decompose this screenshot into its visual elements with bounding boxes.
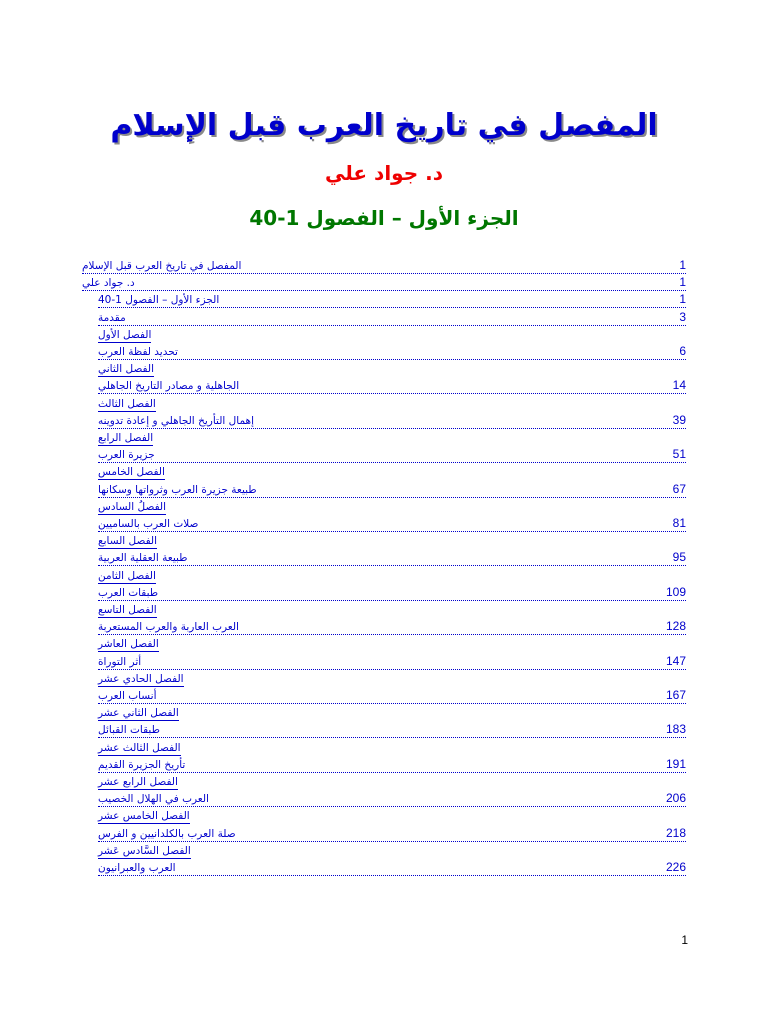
toc-chapter-heading-text: الفصلُ السادس xyxy=(98,500,166,513)
toc-entry-link[interactable] xyxy=(82,273,686,291)
toc-chapter-heading-text: الفصل الثامن xyxy=(98,569,156,582)
toc-chapter-heading[interactable] xyxy=(98,738,181,756)
toc-chapter-heading[interactable] xyxy=(98,806,190,824)
toc-chapter-heading-text: الفصل السابع xyxy=(98,535,158,548)
toc-entry-page-number: 109 xyxy=(665,584,686,599)
toc-chapter-heading-text: الفصل الخامس عشر xyxy=(98,810,190,823)
toc-entry-link[interactable] xyxy=(98,480,686,498)
toc-entry-text: مقدمة xyxy=(98,311,126,324)
toc-entry-link[interactable] xyxy=(98,308,686,326)
toc-chapter-heading[interactable] xyxy=(98,462,165,480)
toc-entry-text: الجاهلية و مصادر التاريخ الجاهلي xyxy=(98,380,240,393)
toc-entry-text: تحديد لفظة العرب xyxy=(98,346,178,358)
toc-entry-text: طبيعة جزيرة العرب وثرواتها وسكانها xyxy=(98,483,257,496)
toc-entry-page-number: 81 xyxy=(672,516,686,530)
toc-entry-page-number: 167 xyxy=(665,688,686,702)
toc-entry-text: صلات العرب بالساميين xyxy=(98,518,199,530)
toc-chapter-heading[interactable] xyxy=(98,703,179,721)
toc-chapter-heading[interactable] xyxy=(98,394,156,412)
toc-entry-text: د. جواد علي xyxy=(82,277,135,290)
toc-chapter-heading-text: الفصل الحادي عشر xyxy=(98,672,184,685)
toc-entry-link[interactable] xyxy=(98,789,686,807)
toc-entry-text: أنساب العرب xyxy=(98,690,157,702)
toc-chapter-heading-text: الفصل الثالث xyxy=(98,397,156,410)
toc-entry-link[interactable] xyxy=(98,755,686,773)
toc-chapter-heading-text: الفصل الرابع عشر xyxy=(98,776,178,788)
toc-entry-link[interactable] xyxy=(98,514,686,532)
toc-entry-page-number: 191 xyxy=(665,756,686,771)
page-number: 1 xyxy=(681,933,688,947)
toc-entry-text: صلة العرب بالكلدانيين و الفرس xyxy=(98,827,236,840)
toc-entry-link[interactable] xyxy=(98,617,686,635)
toc-entry-text: العرب والعبرانيون xyxy=(98,862,176,874)
toc-entry-page-number: 128 xyxy=(665,619,686,634)
toc-entry-link[interactable] xyxy=(98,548,686,566)
toc-entry-page-number: 67 xyxy=(672,481,686,496)
toc-chapter-heading-text: الفصل الثاني عشر xyxy=(98,707,179,720)
toc-entry-link[interactable] xyxy=(98,342,686,360)
toc-entry-text: طبقات العرب xyxy=(98,586,159,599)
toc-entry-text: إهمال التأريخ الجاهلي و إعادة تدوينه xyxy=(98,414,255,427)
toc-chapter-heading[interactable] xyxy=(98,634,159,652)
toc-entry-link[interactable] xyxy=(98,583,686,601)
toc-entry-link[interactable] xyxy=(98,411,686,429)
toc-entry-text: العرب العاربة والعرب المستعربة xyxy=(98,621,239,634)
toc-chapter-heading-text: الفصل الخامس xyxy=(98,466,165,479)
toc-chapter-heading-text: الفصل الثاني xyxy=(98,363,154,376)
part-heading: الجزء الأول – الفصول 1-40 xyxy=(249,206,519,230)
toc-entry-link[interactable] xyxy=(98,376,686,394)
document-title: المفصل في تاريخ العرب قبل الإسلام xyxy=(110,108,658,143)
toc-entry-page-number: 226 xyxy=(665,860,686,874)
toc-entry-link[interactable] xyxy=(82,256,686,274)
toc-entry-page-number: 39 xyxy=(672,412,686,427)
document-author: د. جواد علي xyxy=(325,161,443,185)
toc-entry-link[interactable] xyxy=(98,686,686,704)
toc-entry-text: تأريخ الجزيرة القديم xyxy=(98,758,186,771)
toc-entry-text: طبقات القبائل xyxy=(98,724,160,737)
toc-chapter-heading-text: الفصل التاسع xyxy=(98,604,157,616)
toc-chapter-heading-text: الفصل العاشر xyxy=(98,638,159,651)
toc-entry-page-number: 206 xyxy=(665,791,686,806)
toc-chapter-heading[interactable] xyxy=(98,669,184,687)
toc-entry-link[interactable] xyxy=(98,720,686,738)
toc-entry-text: أثر التوراة xyxy=(98,655,142,668)
toc-chapter-heading[interactable] xyxy=(98,325,151,343)
toc-chapter-heading[interactable] xyxy=(98,531,157,549)
toc-chapter-heading-text: الفصل الأول xyxy=(98,328,152,341)
toc-chapter-heading[interactable] xyxy=(98,841,191,859)
toc-entry-page-number: 147 xyxy=(665,653,686,668)
toc-entry-page-number: 95 xyxy=(672,550,686,565)
toc-entry-page-number: 6 xyxy=(679,344,686,358)
toc-chapter-heading[interactable] xyxy=(98,497,166,515)
toc-entry-link[interactable] xyxy=(98,858,686,876)
toc-entry-link[interactable] xyxy=(98,290,686,308)
toc-entry-page-number: 218 xyxy=(665,825,686,840)
toc-entry-page-number: 51 xyxy=(672,447,686,462)
toc-entry-text: طبيعة العقلية العربية xyxy=(98,552,188,565)
toc-entry-text: جزيرة العرب xyxy=(98,449,155,462)
toc-chapter-heading[interactable] xyxy=(98,772,178,790)
toc-entry-link[interactable] xyxy=(98,824,686,842)
toc-chapter-heading-text: الفصل الرابع xyxy=(98,432,154,444)
toc-entry-page-number: 183 xyxy=(665,722,686,737)
toc-chapter-heading-text: الفصل الثالث عشر xyxy=(98,741,181,754)
toc-entry-page-number: 14 xyxy=(672,378,686,393)
toc-entry-link[interactable] xyxy=(98,652,686,670)
toc-entry-page-number: 3 xyxy=(679,309,686,324)
toc-entry-page-number: 1 xyxy=(679,292,686,307)
toc-entry-page-number: 1 xyxy=(679,275,686,290)
toc-entry-text: الجزء الأول – الفصول 1-40 xyxy=(98,294,220,307)
toc-chapter-heading[interactable] xyxy=(98,359,154,377)
toc-entry-link[interactable] xyxy=(98,445,686,463)
toc-entry-page-number: 1 xyxy=(679,258,686,272)
toc-entry-text: العرب في الهلال الخصيب xyxy=(98,793,209,806)
toc-entry-text: المفصل في تاريخ العرب قبل الإسلام xyxy=(82,260,242,272)
toc-chapter-heading[interactable] xyxy=(98,566,156,584)
toc-chapter-heading[interactable] xyxy=(98,600,157,618)
toc-chapter-heading-text: الفصل السَّادس عَشر xyxy=(98,844,191,857)
toc-chapter-heading[interactable] xyxy=(98,428,153,446)
